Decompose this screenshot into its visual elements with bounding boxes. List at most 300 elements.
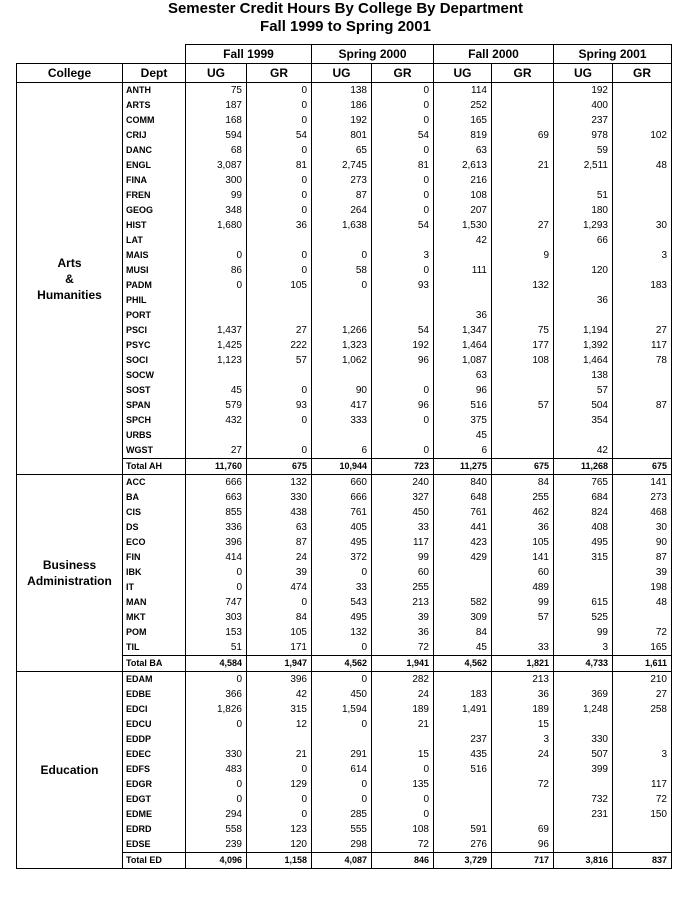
gr-value: 0 bbox=[372, 762, 434, 777]
gr-value bbox=[492, 113, 554, 128]
gr-value: 21 bbox=[372, 717, 434, 732]
gr-value bbox=[613, 308, 672, 323]
ug-value: 399 bbox=[554, 762, 613, 777]
ug-value: 1,464 bbox=[554, 353, 613, 368]
dept-code: FIN bbox=[123, 550, 186, 565]
gr-value: 93 bbox=[247, 398, 312, 413]
report-title: Semester Credit Hours By College By Department bbox=[167, 0, 524, 17]
gr-value: 675 bbox=[613, 459, 672, 475]
gr-value: 0 bbox=[372, 143, 434, 158]
gr-value: 27 bbox=[613, 323, 672, 338]
ug-value: 666 bbox=[186, 475, 247, 491]
ug-value: 1,491 bbox=[434, 702, 492, 717]
gr-value: 0 bbox=[247, 762, 312, 777]
gr-value: 21 bbox=[492, 158, 554, 173]
ug-value: 45 bbox=[434, 428, 492, 443]
ug-value: 58 bbox=[312, 263, 372, 278]
ug-value: 273 bbox=[312, 173, 372, 188]
ug-value: 978 bbox=[554, 128, 613, 143]
gr-value bbox=[247, 428, 312, 443]
dept-code: Total BA bbox=[123, 656, 186, 672]
ug-value: 1,826 bbox=[186, 702, 247, 717]
header-spacer bbox=[17, 45, 186, 64]
ug-value: 0 bbox=[186, 580, 247, 595]
gr-value: 141 bbox=[613, 475, 672, 491]
gr-value: 132 bbox=[247, 475, 312, 491]
ug-value: 417 bbox=[312, 398, 372, 413]
gr-value: 132 bbox=[492, 278, 554, 293]
gr-value bbox=[613, 837, 672, 853]
ug-value: 180 bbox=[554, 203, 613, 218]
ug-value bbox=[554, 173, 613, 188]
gr-value: 0 bbox=[372, 443, 434, 459]
dept-code: MUSI bbox=[123, 263, 186, 278]
ug-value bbox=[186, 308, 247, 323]
ug-value: 684 bbox=[554, 490, 613, 505]
dept-code: POM bbox=[123, 625, 186, 640]
ug-value: 1,392 bbox=[554, 338, 613, 353]
gr-value bbox=[613, 717, 672, 732]
gr-value: 72 bbox=[372, 837, 434, 853]
gr-value bbox=[492, 98, 554, 113]
ug-value: 57 bbox=[554, 383, 613, 398]
ug-value: 330 bbox=[186, 747, 247, 762]
dept-code: BA bbox=[123, 490, 186, 505]
ug-value: 1,062 bbox=[312, 353, 372, 368]
gr-value bbox=[492, 188, 554, 203]
ug-value: 303 bbox=[186, 610, 247, 625]
dept-code: SPAN bbox=[123, 398, 186, 413]
dept-code: EDFS bbox=[123, 762, 186, 777]
gr-value bbox=[492, 792, 554, 807]
gr-value: 474 bbox=[247, 580, 312, 595]
ug-value: 1,293 bbox=[554, 218, 613, 233]
ug-value: 186 bbox=[312, 98, 372, 113]
college-name-line: Administration bbox=[27, 574, 112, 588]
gr-value: 0 bbox=[372, 263, 434, 278]
dept-code: EDEC bbox=[123, 747, 186, 762]
term-header: Spring 2000 bbox=[312, 45, 434, 64]
dept-code: FINA bbox=[123, 173, 186, 188]
ug-value: 375 bbox=[434, 413, 492, 428]
ug-value: 63 bbox=[434, 143, 492, 158]
gr-value: 81 bbox=[372, 158, 434, 173]
dept-code: EDAM bbox=[123, 672, 186, 688]
gr-value: 3 bbox=[613, 747, 672, 762]
ug-value: 1,464 bbox=[434, 338, 492, 353]
ug-value: 525 bbox=[554, 610, 613, 625]
gr-value bbox=[613, 443, 672, 459]
gr-value: 0 bbox=[247, 203, 312, 218]
ug-value: 165 bbox=[434, 113, 492, 128]
gr-value: 15 bbox=[492, 717, 554, 732]
ug-value: 90 bbox=[312, 383, 372, 398]
gr-value: 105 bbox=[247, 625, 312, 640]
gr-value: 396 bbox=[247, 672, 312, 688]
gr-value: 69 bbox=[492, 822, 554, 837]
gr-value bbox=[492, 428, 554, 443]
dept-code: TIL bbox=[123, 640, 186, 656]
ug-value: 138 bbox=[554, 368, 613, 383]
ug-value: 543 bbox=[312, 595, 372, 610]
gr-value: 54 bbox=[372, 128, 434, 143]
gr-value bbox=[613, 413, 672, 428]
ug-value: 369 bbox=[554, 687, 613, 702]
ug-value: 0 bbox=[312, 278, 372, 293]
gr-value: 846 bbox=[372, 853, 434, 869]
gr-value: 72 bbox=[613, 625, 672, 640]
ug-value: 0 bbox=[312, 640, 372, 656]
gr-value bbox=[613, 368, 672, 383]
gr-value: 36 bbox=[492, 687, 554, 702]
ug-value: 10,944 bbox=[312, 459, 372, 475]
gr-value: 462 bbox=[492, 505, 554, 520]
ug-value: 120 bbox=[554, 263, 613, 278]
gr-value: 57 bbox=[492, 610, 554, 625]
ug-value: 1,680 bbox=[186, 218, 247, 233]
ug-value: 558 bbox=[186, 822, 247, 837]
ug-value: 366 bbox=[186, 687, 247, 702]
ug-value bbox=[312, 368, 372, 383]
ug-value: 63 bbox=[434, 368, 492, 383]
gr-value bbox=[613, 98, 672, 113]
dept-code: DANC bbox=[123, 143, 186, 158]
gr-value: 0 bbox=[247, 113, 312, 128]
ug-value: 333 bbox=[312, 413, 372, 428]
gr-value bbox=[372, 308, 434, 323]
ug-value: 11,268 bbox=[554, 459, 613, 475]
ug-value: 4,562 bbox=[434, 656, 492, 672]
gr-value bbox=[247, 368, 312, 383]
ug-value: 51 bbox=[554, 188, 613, 203]
gr-value: 93 bbox=[372, 278, 434, 293]
gr-value: 42 bbox=[247, 687, 312, 702]
gr-value bbox=[613, 233, 672, 248]
ug-value: 99 bbox=[554, 625, 613, 640]
gr-value: 36 bbox=[247, 218, 312, 233]
ug-value: 555 bbox=[312, 822, 372, 837]
gr-value bbox=[372, 732, 434, 747]
ug-value: 819 bbox=[434, 128, 492, 143]
college-name bbox=[17, 83, 123, 475]
gr-value bbox=[613, 203, 672, 218]
gr-value: 213 bbox=[492, 672, 554, 688]
gr-value bbox=[613, 428, 672, 443]
ug-value bbox=[312, 308, 372, 323]
gr-value: 54 bbox=[247, 128, 312, 143]
gr-value: 0 bbox=[372, 383, 434, 398]
ug-value: 114 bbox=[434, 83, 492, 99]
gr-value: 60 bbox=[492, 565, 554, 580]
gr-value bbox=[613, 762, 672, 777]
dept-code: COMM bbox=[123, 113, 186, 128]
gr-value: 33 bbox=[372, 520, 434, 535]
table-row bbox=[17, 83, 672, 99]
gr-value bbox=[613, 732, 672, 747]
dept-code: CRIJ bbox=[123, 128, 186, 143]
gr-value: 57 bbox=[247, 353, 312, 368]
ug-value: 4,096 bbox=[186, 853, 247, 869]
ug-value: 108 bbox=[434, 188, 492, 203]
dept-code: WGST bbox=[123, 443, 186, 459]
gr-value: 1,941 bbox=[372, 656, 434, 672]
dept-code: EDBE bbox=[123, 687, 186, 702]
ug-value: 11,275 bbox=[434, 459, 492, 475]
gr-value: 0 bbox=[247, 188, 312, 203]
ug-value: 68 bbox=[186, 143, 247, 158]
ug-value: 1,323 bbox=[312, 338, 372, 353]
gr-value: 282 bbox=[372, 672, 434, 688]
gr-value: 165 bbox=[613, 640, 672, 656]
gr-value: 192 bbox=[372, 338, 434, 353]
gr-value: 69 bbox=[492, 128, 554, 143]
ug-value: 87 bbox=[312, 188, 372, 203]
table-row bbox=[17, 475, 672, 491]
gr-value bbox=[492, 807, 554, 822]
gr-value bbox=[492, 203, 554, 218]
gr-value: 33 bbox=[492, 640, 554, 656]
dept-code: HIST bbox=[123, 218, 186, 233]
gr-value: 102 bbox=[613, 128, 672, 143]
dept-code: URBS bbox=[123, 428, 186, 443]
ug-value: 4,562 bbox=[312, 656, 372, 672]
table-row bbox=[17, 672, 672, 688]
dept-code: Total AH bbox=[123, 459, 186, 475]
ug-value: 1,638 bbox=[312, 218, 372, 233]
ug-value: 507 bbox=[554, 747, 613, 762]
ug-value: 315 bbox=[554, 550, 613, 565]
ug-value: 495 bbox=[554, 535, 613, 550]
ug-value: 42 bbox=[554, 443, 613, 459]
dept-code: SOCI bbox=[123, 353, 186, 368]
ug-value: 666 bbox=[312, 490, 372, 505]
college-column-header: College bbox=[17, 64, 123, 83]
gr-value: 99 bbox=[492, 595, 554, 610]
ug-value: 42 bbox=[434, 233, 492, 248]
gr-value: 60 bbox=[372, 565, 434, 580]
ug-value: 4,087 bbox=[312, 853, 372, 869]
ug-value: 0 bbox=[312, 717, 372, 732]
gr-value: 0 bbox=[247, 807, 312, 822]
gr-value: 240 bbox=[372, 475, 434, 491]
gr-value: 171 bbox=[247, 640, 312, 656]
gr-value: 108 bbox=[492, 353, 554, 368]
gr-value bbox=[247, 293, 312, 308]
ug-value: 330 bbox=[554, 732, 613, 747]
ug-value: 504 bbox=[554, 398, 613, 413]
ug-value: 36 bbox=[554, 293, 613, 308]
ug-value: 594 bbox=[186, 128, 247, 143]
ug-value: 429 bbox=[434, 550, 492, 565]
ug-value: 0 bbox=[312, 565, 372, 580]
ug-value bbox=[554, 672, 613, 688]
ug-value: 614 bbox=[312, 762, 372, 777]
dept-code: EDSE bbox=[123, 837, 186, 853]
ug-value: 1,530 bbox=[434, 218, 492, 233]
gr-value bbox=[492, 293, 554, 308]
ug-value bbox=[186, 233, 247, 248]
ug-value: 75 bbox=[186, 83, 247, 99]
dept-code: SPCH bbox=[123, 413, 186, 428]
ug-value: 2,511 bbox=[554, 158, 613, 173]
gr-value bbox=[613, 822, 672, 837]
gr-value: 96 bbox=[372, 353, 434, 368]
gr-value: 120 bbox=[247, 837, 312, 853]
ug-value: 216 bbox=[434, 173, 492, 188]
gr-value bbox=[247, 308, 312, 323]
gr-value: 717 bbox=[492, 853, 554, 869]
ug-value: 615 bbox=[554, 595, 613, 610]
ug-value: 0 bbox=[186, 248, 247, 263]
gr-value: 36 bbox=[372, 625, 434, 640]
gr-value bbox=[613, 83, 672, 99]
ug-value: 1,266 bbox=[312, 323, 372, 338]
college-name-line: Education bbox=[40, 763, 99, 777]
dept-code: MAIS bbox=[123, 248, 186, 263]
ug-value: 192 bbox=[554, 83, 613, 99]
ug-value bbox=[186, 293, 247, 308]
term-header-row bbox=[17, 45, 672, 64]
ug-value: 354 bbox=[554, 413, 613, 428]
ug-value: 761 bbox=[434, 505, 492, 520]
gr-value: 837 bbox=[613, 853, 672, 869]
ug-value bbox=[186, 732, 247, 747]
ug-value: 0 bbox=[186, 565, 247, 580]
ug-value bbox=[554, 777, 613, 792]
ug-value: 65 bbox=[312, 143, 372, 158]
ug-value: 4,733 bbox=[554, 656, 613, 672]
ug-value: 153 bbox=[186, 625, 247, 640]
gr-value: 489 bbox=[492, 580, 554, 595]
gr-value: 96 bbox=[492, 837, 554, 853]
ug-value: 765 bbox=[554, 475, 613, 491]
gr-value: 30 bbox=[613, 218, 672, 233]
gr-value bbox=[613, 113, 672, 128]
ug-value: 27 bbox=[186, 443, 247, 459]
gr-value bbox=[492, 368, 554, 383]
gr-value: 273 bbox=[613, 490, 672, 505]
gr-value: 57 bbox=[492, 398, 554, 413]
ug-value bbox=[554, 717, 613, 732]
dept-column-header: Dept bbox=[123, 64, 186, 83]
term-header: Fall 1999 bbox=[186, 45, 312, 64]
ug-value bbox=[554, 565, 613, 580]
gr-value: 222 bbox=[247, 338, 312, 353]
ug-value: 579 bbox=[186, 398, 247, 413]
ug-value: 0 bbox=[312, 792, 372, 807]
ug-value: 1,248 bbox=[554, 702, 613, 717]
gr-value: 24 bbox=[247, 550, 312, 565]
ug-value: 400 bbox=[554, 98, 613, 113]
ug-value: 96 bbox=[434, 383, 492, 398]
gr-value bbox=[372, 368, 434, 383]
gr-value: 72 bbox=[372, 640, 434, 656]
ug-value bbox=[434, 580, 492, 595]
gr-value: 27 bbox=[613, 687, 672, 702]
gr-column-header: GR bbox=[247, 64, 312, 83]
gr-value: 468 bbox=[613, 505, 672, 520]
ug-value: 414 bbox=[186, 550, 247, 565]
term-header: Spring 2001 bbox=[554, 45, 672, 64]
gr-value bbox=[613, 263, 672, 278]
ug-value: 0 bbox=[186, 717, 247, 732]
ug-value: 423 bbox=[434, 535, 492, 550]
gr-value: 12 bbox=[247, 717, 312, 732]
ug-value: 298 bbox=[312, 837, 372, 853]
gr-value bbox=[492, 625, 554, 640]
ug-value: 1,347 bbox=[434, 323, 492, 338]
ug-value: 237 bbox=[554, 113, 613, 128]
gr-value bbox=[247, 732, 312, 747]
ug-value: 336 bbox=[186, 520, 247, 535]
college-name-line: & bbox=[65, 271, 74, 286]
gr-value: 39 bbox=[247, 565, 312, 580]
ug-value: 483 bbox=[186, 762, 247, 777]
ug-value bbox=[186, 368, 247, 383]
term-header: Fall 2000 bbox=[434, 45, 554, 64]
ug-value bbox=[312, 293, 372, 308]
gr-value: 78 bbox=[613, 353, 672, 368]
ug-value: 0 bbox=[186, 777, 247, 792]
ug-value bbox=[434, 293, 492, 308]
ug-value: 372 bbox=[312, 550, 372, 565]
dept-code: PSCI bbox=[123, 323, 186, 338]
dept-code: PSYC bbox=[123, 338, 186, 353]
gr-value: 81 bbox=[247, 158, 312, 173]
gr-value: 0 bbox=[372, 413, 434, 428]
ug-value bbox=[554, 822, 613, 837]
gr-value bbox=[613, 143, 672, 158]
gr-value bbox=[613, 383, 672, 398]
ug-value: 396 bbox=[186, 535, 247, 550]
report-subtitle: Fall 1999 to Spring 2001 bbox=[260, 18, 431, 35]
ug-value: 6 bbox=[434, 443, 492, 459]
gr-value: 54 bbox=[372, 218, 434, 233]
gr-value: 675 bbox=[492, 459, 554, 475]
ug-value: 237 bbox=[434, 732, 492, 747]
ug-value bbox=[434, 717, 492, 732]
ug-value: 450 bbox=[312, 687, 372, 702]
gr-value: 72 bbox=[492, 777, 554, 792]
gr-value: 0 bbox=[247, 143, 312, 158]
ug-value: 660 bbox=[312, 475, 372, 491]
ug-value bbox=[434, 777, 492, 792]
ug-value: 0 bbox=[186, 672, 247, 688]
gr-value: 1,158 bbox=[247, 853, 312, 869]
ug-value: 239 bbox=[186, 837, 247, 853]
dept-code: LAT bbox=[123, 233, 186, 248]
gr-value bbox=[492, 143, 554, 158]
gr-value bbox=[613, 188, 672, 203]
ug-value: 6 bbox=[312, 443, 372, 459]
ug-value: 1,087 bbox=[434, 353, 492, 368]
gr-value: 1,947 bbox=[247, 656, 312, 672]
dept-code: EDME bbox=[123, 807, 186, 822]
gr-value: 105 bbox=[492, 535, 554, 550]
ug-value: 99 bbox=[186, 188, 247, 203]
gr-value: 30 bbox=[613, 520, 672, 535]
gr-value: 0 bbox=[247, 248, 312, 263]
ug-value: 3 bbox=[554, 640, 613, 656]
ug-value: 348 bbox=[186, 203, 247, 218]
dept-code: MKT bbox=[123, 610, 186, 625]
dept-code: PORT bbox=[123, 308, 186, 323]
ug-value: 86 bbox=[186, 263, 247, 278]
ug-value: 0 bbox=[312, 248, 372, 263]
credit-hours-table bbox=[16, 44, 672, 869]
ug-value: 183 bbox=[434, 687, 492, 702]
ug-value: 1,425 bbox=[186, 338, 247, 353]
